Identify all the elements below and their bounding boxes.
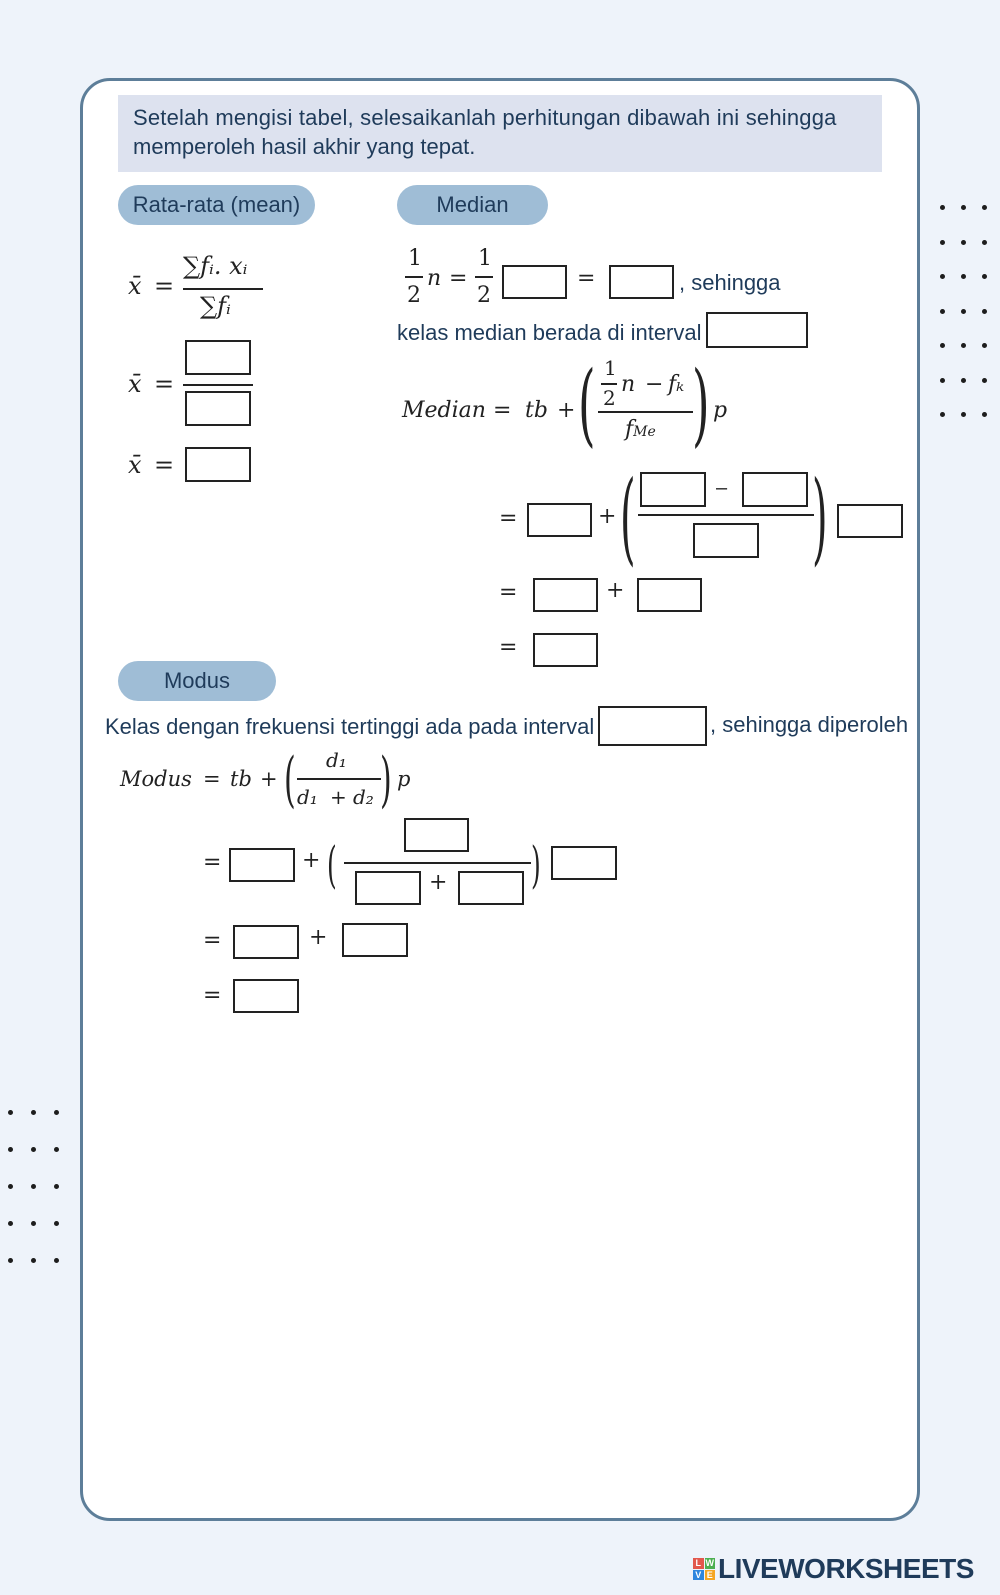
- plus-sign: +: [260, 767, 278, 791]
- fraction-bar: [475, 276, 493, 278]
- p-variable: p: [397, 767, 411, 791]
- decorative-dot: [940, 309, 945, 314]
- minus-sign: –: [716, 477, 728, 499]
- equals-sign: =: [499, 580, 518, 605]
- logo-icon-letter: E: [705, 1570, 716, 1581]
- fraction-bar: [638, 514, 814, 516]
- instruction-line-2: memperoleh hasil akhir yang tepat.: [133, 134, 476, 159]
- modus-d1-denominator-answer-box[interactable]: [355, 871, 421, 905]
- right-paren: ): [812, 459, 828, 576]
- modus-section-label: Modus: [118, 661, 276, 701]
- median-section-label: Median: [397, 185, 548, 225]
- xbar-symbol: x̄: [128, 451, 142, 479]
- decorative-dot: [54, 1184, 59, 1189]
- decorative-dot: [961, 205, 966, 210]
- half-denominator: 2: [603, 386, 616, 410]
- median-half-n-answer-box[interactable]: [640, 472, 706, 507]
- decorative-dot: [54, 1221, 59, 1226]
- modus-p-answer-box[interactable]: [551, 846, 617, 880]
- modus-interval-text: Kelas dengan frekuensi tertinggi ada pada interval: [105, 714, 595, 739]
- decorative-dot: [940, 274, 945, 279]
- mean-numerator: ∑fᵢ. xᵢ: [183, 252, 248, 280]
- decorative-dot: [982, 205, 987, 210]
- d1-variable: d₁: [297, 785, 318, 809]
- xbar-symbol: x̄: [128, 272, 142, 300]
- n-variable: n: [427, 266, 442, 291]
- decorative-dot: [982, 240, 987, 245]
- dot-grid-top-right: [940, 205, 1000, 420]
- logo-icon-letter: W: [705, 1558, 714, 1568]
- plus-sign: +: [606, 578, 625, 603]
- logo-icon-letter: L: [693, 1558, 704, 1569]
- decorative-dot: [982, 343, 987, 348]
- fraction-bar: [183, 384, 253, 386]
- decorative-dot: [31, 1147, 36, 1152]
- instruction-line-1: Setelah mengisi tabel, selesaikanlah perhitungan dibawah ini sehingga: [133, 105, 837, 130]
- liveworksheets-logo: [693, 1554, 974, 1584]
- equals-sign: =: [449, 266, 468, 291]
- half-denominator: 2: [477, 283, 491, 308]
- dot-grid-bottom-left: [8, 1110, 68, 1260]
- decorative-dot: [982, 274, 987, 279]
- median-p-answer-box[interactable]: [837, 504, 903, 538]
- decorative-dot: [940, 205, 945, 210]
- equals-sign: =: [203, 983, 222, 1008]
- decorative-dot: [940, 378, 945, 383]
- modus-d2-answer-box[interactable]: [458, 871, 524, 905]
- decorative-dot: [8, 1258, 13, 1263]
- decorative-dot: [940, 343, 945, 348]
- left-paren: (: [620, 459, 636, 576]
- decorative-dot: [961, 378, 966, 383]
- left-paren: (: [327, 836, 337, 894]
- median-tb-answer-box[interactable]: [527, 503, 592, 537]
- left-paren: (: [284, 745, 296, 815]
- decorative-dot: [961, 343, 966, 348]
- modus-tb-answer-box[interactable]: [229, 848, 295, 882]
- median-step-1-answer-box[interactable]: [533, 578, 598, 612]
- decorative-dot: [8, 1147, 13, 1152]
- logo-icon-letter: V: [693, 1570, 704, 1581]
- half-denominator: 2: [407, 283, 421, 308]
- logo-icon: [693, 1558, 715, 1580]
- fraction-bar: [405, 276, 423, 278]
- fraction-bar: [601, 383, 617, 385]
- fraction-bar: [297, 778, 381, 780]
- median-fme-answer-box[interactable]: [693, 523, 759, 558]
- modus-step-1-answer-box[interactable]: [233, 925, 299, 959]
- equals-sign: =: [577, 266, 596, 291]
- fraction-bar: [344, 862, 531, 864]
- modus-interval-answer-box[interactable]: [598, 706, 707, 746]
- median-step-2-answer-box[interactable]: [637, 578, 702, 612]
- decorative-dot: [961, 412, 966, 417]
- equals-sign: =: [499, 506, 518, 531]
- tb-variable: tb: [230, 767, 252, 791]
- decorative-dot: [961, 240, 966, 245]
- plus-sign: +: [557, 398, 576, 423]
- decorative-dot: [31, 1258, 36, 1263]
- equals-sign: =: [154, 370, 175, 398]
- n-variable: n: [621, 372, 636, 397]
- minus-sign: −: [645, 372, 664, 397]
- equals-sign: =: [203, 928, 222, 953]
- plus-sign: +: [429, 870, 448, 895]
- decorative-dot: [940, 412, 945, 417]
- decorative-dot: [54, 1147, 59, 1152]
- fraction-bar: [183, 288, 263, 290]
- right-paren: ): [531, 836, 541, 894]
- sehingga-text: , sehingga: [679, 270, 781, 295]
- mean-result-answer-box[interactable]: [185, 447, 251, 482]
- decorative-dot: [982, 309, 987, 314]
- half-numerator: 1: [408, 246, 422, 271]
- median-result-answer-box[interactable]: [533, 633, 598, 667]
- decorative-dot: [31, 1110, 36, 1115]
- left-paren: (: [578, 352, 596, 457]
- logo-text: LIVEWORKSHEETS: [718, 1553, 974, 1584]
- fk-variable: fₖ: [668, 372, 685, 397]
- fme-variable: [625, 417, 656, 442]
- plus-sign: +: [302, 848, 321, 873]
- decorative-dot: [940, 240, 945, 245]
- tb-variable: tb: [525, 398, 548, 423]
- decorative-dot: [982, 378, 987, 383]
- equals-sign: =: [154, 451, 175, 479]
- mean-numerator-answer-box[interactable]: [185, 340, 251, 375]
- decorative-dot: [31, 1184, 36, 1189]
- equals-sign: =: [154, 272, 175, 300]
- modus-result-answer-box[interactable]: [233, 979, 299, 1013]
- median-interval-text: kelas median berada di interval: [397, 320, 702, 345]
- equals-sign: =: [203, 767, 221, 791]
- modus-step-2-answer-box[interactable]: [342, 923, 408, 957]
- modus-word: Modus: [120, 767, 192, 791]
- plus-sign: +: [330, 785, 347, 809]
- decorative-dot: [8, 1184, 13, 1189]
- decorative-dot: [8, 1221, 13, 1226]
- decorative-dot: [961, 274, 966, 279]
- decorative-dot: [54, 1110, 59, 1115]
- equals-sign: =: [493, 398, 512, 423]
- half-n-result-answer-box[interactable]: [609, 265, 674, 299]
- modus-d1-answer-box[interactable]: [404, 818, 469, 852]
- decorative-dot: [982, 412, 987, 417]
- half-numerator: 1: [604, 356, 617, 380]
- decorative-dot: [961, 309, 966, 314]
- d1-variable: d₁: [326, 748, 347, 772]
- decorative-dot: [54, 1258, 59, 1263]
- right-paren: ): [380, 745, 392, 815]
- fme-subscript: Me: [633, 424, 656, 440]
- diperoleh-text: , sehingga diperoleh: [710, 712, 909, 737]
- equals-sign: =: [499, 635, 518, 660]
- right-paren: ): [692, 352, 710, 457]
- mean-denominator: ∑fᵢ: [200, 292, 231, 320]
- half-n-answer-box[interactable]: [502, 265, 567, 299]
- median-word: Median: [402, 398, 486, 423]
- fme-f: f: [625, 417, 634, 442]
- plus-sign: +: [309, 925, 328, 950]
- median-fk-answer-box[interactable]: [742, 472, 808, 507]
- mean-denominator-answer-box[interactable]: [185, 391, 251, 426]
- instruction-banner: [118, 95, 882, 172]
- decorative-dot: [8, 1110, 13, 1115]
- plus-sign: +: [598, 504, 617, 529]
- d2-variable: d₂: [353, 785, 374, 809]
- decorative-dot: [31, 1221, 36, 1226]
- xbar-symbol: x̄: [128, 370, 142, 398]
- fraction-bar: [598, 411, 693, 413]
- equals-sign: =: [203, 850, 222, 875]
- p-variable: p: [713, 398, 728, 423]
- median-interval-answer-box[interactable]: [706, 312, 808, 348]
- half-numerator: 1: [478, 246, 492, 271]
- mean-section-label: Rata-rata (mean): [118, 185, 315, 225]
